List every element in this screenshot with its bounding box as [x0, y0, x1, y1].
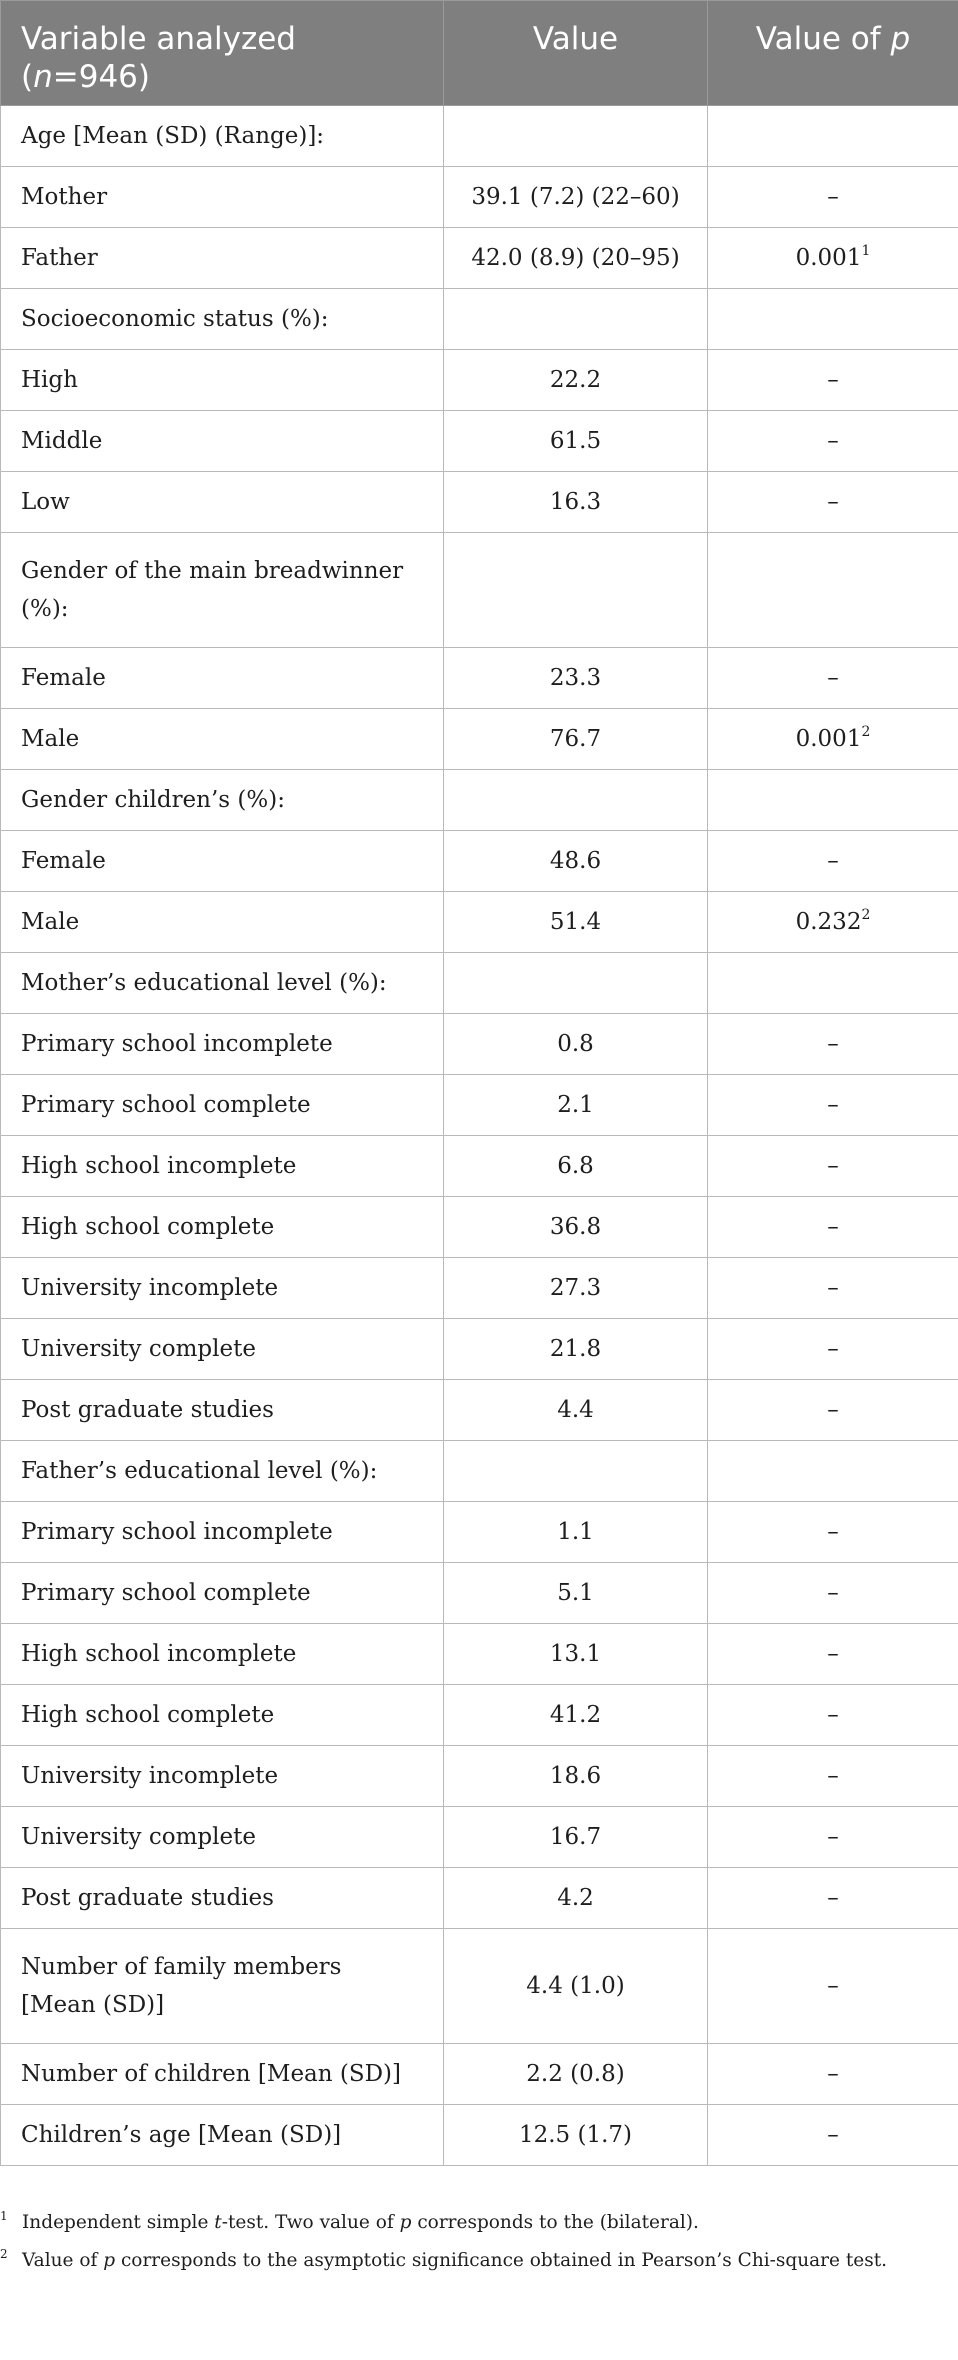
- cell-p-value: [708, 648, 958, 709]
- table-row: [1, 1441, 958, 1502]
- table-row: [1, 1014, 958, 1075]
- p-value-text: –: [827, 1031, 839, 1057]
- cell-p-value: [708, 1441, 958, 1502]
- cell-p-value: [708, 1807, 958, 1868]
- cell-variable: University incomplete: [1, 1258, 444, 1319]
- cell-value: 39.1 (7.2) (22–60): [444, 167, 708, 228]
- cell-p-value: [708, 1502, 958, 1563]
- footnote-1: [0, 2208, 958, 2238]
- table-row: [1, 1746, 958, 1807]
- p-value-text: –: [827, 1336, 839, 1362]
- cell-p-value: [708, 106, 958, 167]
- cell-variable: Primary school incomplete: [1, 1502, 444, 1563]
- footnote-marker: 1: [0, 2209, 8, 2223]
- cell-variable: Male: [1, 709, 444, 770]
- cell-value: 5.1: [444, 1563, 708, 1624]
- table-row: [1, 1136, 958, 1197]
- p-value-text: –: [827, 1641, 839, 1667]
- cell-p-value: [708, 1746, 958, 1807]
- cell-variable: University incomplete: [1, 1746, 444, 1807]
- cell-value: [444, 770, 708, 831]
- cell-value: 6.8: [444, 1136, 708, 1197]
- cell-p-value: [708, 709, 958, 770]
- p-value-text: 0.001: [795, 245, 862, 271]
- cell-variable: Gender of the main breadwinner (%):: [1, 533, 444, 648]
- footnote-reference: 2: [861, 724, 871, 741]
- cell-p-value: [708, 1929, 958, 2044]
- table-row: [1, 1319, 958, 1380]
- p-value-text: –: [827, 1092, 839, 1118]
- cell-variable: High school incomplete: [1, 1136, 444, 1197]
- cell-variable: Number of children [Mean (SD)]: [1, 2044, 444, 2105]
- p-value-text: –: [827, 848, 839, 874]
- cell-value: 21.8: [444, 1319, 708, 1380]
- cell-value: 41.2: [444, 1685, 708, 1746]
- cell-p-value: [708, 2105, 958, 2166]
- cell-variable: Female: [1, 648, 444, 709]
- cell-value: 51.4: [444, 892, 708, 953]
- p-value-text: –: [827, 1973, 839, 1999]
- table-row: [1, 533, 958, 648]
- cell-variable: Middle: [1, 411, 444, 472]
- cell-variable: Primary school complete: [1, 1075, 444, 1136]
- cell-value: 18.6: [444, 1746, 708, 1807]
- footnote-italic-symbol: p: [103, 2250, 116, 2271]
- footnote-text: Value of: [22, 2250, 104, 2271]
- cell-variable: High school complete: [1, 1197, 444, 1258]
- table-row: [1, 1868, 958, 1929]
- cell-p-value: [708, 1380, 958, 1441]
- cell-p-value: [708, 1868, 958, 1929]
- table-row: [1, 289, 958, 350]
- cell-variable: High school incomplete: [1, 1624, 444, 1685]
- cell-value: 76.7: [444, 709, 708, 770]
- footnote-text: corresponds to the asymptotic significance obtained in Pearson’s Chi-square test.: [115, 2250, 888, 2271]
- header-n-value: =946): [52, 59, 151, 95]
- cell-value: 23.3: [444, 648, 708, 709]
- footnote-2: [0, 2246, 958, 2276]
- cell-variable: Age [Mean (SD) (Range)]:: [1, 106, 444, 167]
- table-row: [1, 1197, 958, 1258]
- table-row: [1, 167, 958, 228]
- cell-variable: Post graduate studies: [1, 1868, 444, 1929]
- cell-variable: Socioeconomic status (%):: [1, 289, 444, 350]
- cell-p-value: [708, 289, 958, 350]
- header-variable-text: Variable analyzed (: [21, 21, 296, 95]
- p-value-text: –: [827, 665, 839, 691]
- table-row: [1, 1502, 958, 1563]
- p-value-text: –: [827, 1214, 839, 1240]
- cell-p-value: [708, 1319, 958, 1380]
- table-body: [1, 106, 958, 2166]
- table-row: [1, 1685, 958, 1746]
- cell-value: 16.7: [444, 1807, 708, 1868]
- table-row: [1, 1258, 958, 1319]
- p-value-text: –: [827, 2061, 839, 2087]
- cell-p-value: [708, 533, 958, 648]
- cell-value: 16.3: [444, 472, 708, 533]
- table-row: [1, 2105, 958, 2166]
- cell-p-value: [708, 167, 958, 228]
- p-value-text: –: [827, 1275, 839, 1301]
- cell-value: 36.8: [444, 1197, 708, 1258]
- cell-variable: Father’s educational level (%):: [1, 1441, 444, 1502]
- p-value-text: –: [827, 2122, 839, 2148]
- footnote-text: Independent simple: [22, 2212, 215, 2233]
- cell-variable: Primary school incomplete: [1, 1014, 444, 1075]
- cell-variable: Mother: [1, 167, 444, 228]
- p-value-text: –: [827, 1885, 839, 1911]
- table-row: [1, 1075, 958, 1136]
- header-p-symbol: p: [890, 21, 911, 57]
- table-footnotes: [0, 2208, 958, 2284]
- cell-p-value: [708, 1563, 958, 1624]
- p-value-text: –: [827, 1763, 839, 1789]
- table-row: [1, 831, 958, 892]
- cell-p-value: [708, 1197, 958, 1258]
- p-value-text: –: [827, 1580, 839, 1606]
- cell-variable: High school complete: [1, 1685, 444, 1746]
- p-value-text: –: [827, 1702, 839, 1728]
- cell-variable: Primary school complete: [1, 1563, 444, 1624]
- cell-p-value: [708, 1685, 958, 1746]
- cell-p-value: [708, 472, 958, 533]
- table-row: [1, 350, 958, 411]
- table-row: [1, 770, 958, 831]
- cell-value: 0.8: [444, 1014, 708, 1075]
- table-row: [1, 228, 958, 289]
- cell-value: [444, 289, 708, 350]
- cell-p-value: [708, 350, 958, 411]
- header-n-symbol: n: [33, 59, 53, 95]
- cell-value: [444, 953, 708, 1014]
- cell-p-value: [708, 953, 958, 1014]
- table-row: [1, 1807, 958, 1868]
- header-p-text: Value of: [755, 21, 891, 57]
- cell-p-value: [708, 770, 958, 831]
- table-row: [1, 709, 958, 770]
- footnote-reference: 2: [861, 907, 871, 924]
- cell-value: 2.2 (0.8): [444, 2044, 708, 2105]
- p-value-text: –: [827, 1153, 839, 1179]
- table-row: [1, 1563, 958, 1624]
- cell-variable: Father: [1, 228, 444, 289]
- cell-variable: Low: [1, 472, 444, 533]
- table-row: [1, 2044, 958, 2105]
- cell-variable: Children’s age [Mean (SD)]: [1, 2105, 444, 2166]
- cell-value: 4.4 (1.0): [444, 1929, 708, 2044]
- p-value-text: –: [827, 428, 839, 454]
- cell-value: 42.0 (8.9) (20–95): [444, 228, 708, 289]
- footnote-marker: 2: [0, 2247, 8, 2261]
- cell-p-value: [708, 411, 958, 472]
- cell-p-value: [708, 1624, 958, 1685]
- footnote-text: -test. Two value of: [221, 2212, 400, 2233]
- cell-p-value: [708, 1136, 958, 1197]
- p-value-text: –: [827, 1397, 839, 1423]
- footnote-text: corresponds to the (bilateral).: [411, 2212, 699, 2233]
- table-row: [1, 472, 958, 533]
- cell-variable: Post graduate studies: [1, 1380, 444, 1441]
- cell-p-value: [708, 2044, 958, 2105]
- header-variable-analyzed: [1, 1, 444, 106]
- cell-variable: University complete: [1, 1319, 444, 1380]
- cell-value: [444, 1441, 708, 1502]
- header-p-value: [708, 1, 958, 106]
- cell-value: 48.6: [444, 831, 708, 892]
- cell-variable: Male: [1, 892, 444, 953]
- cell-variable: Gender children’s (%):: [1, 770, 444, 831]
- cell-value: 12.5 (1.7): [444, 2105, 708, 2166]
- cell-value: 4.4: [444, 1380, 708, 1441]
- cell-value: [444, 533, 708, 648]
- table-row: [1, 411, 958, 472]
- cell-value: 61.5: [444, 411, 708, 472]
- header-value: Value: [444, 1, 708, 106]
- p-value-text: –: [827, 184, 839, 210]
- cell-variable: University complete: [1, 1807, 444, 1868]
- table-row: [1, 892, 958, 953]
- cell-value: [444, 106, 708, 167]
- table-row: [1, 953, 958, 1014]
- table-row: [1, 1380, 958, 1441]
- cell-p-value: [708, 1075, 958, 1136]
- p-value-text: 0.001: [795, 726, 862, 752]
- cell-value: 13.1: [444, 1624, 708, 1685]
- footnote-italic-symbol: p: [399, 2212, 412, 2233]
- p-value-text: 0.232: [795, 909, 862, 935]
- footnote-italic-symbol: t: [214, 2212, 222, 2233]
- cell-variable: High: [1, 350, 444, 411]
- cell-p-value: [708, 1014, 958, 1075]
- cell-variable: Female: [1, 831, 444, 892]
- cell-value: 1.1: [444, 1502, 708, 1563]
- table-row: [1, 106, 958, 167]
- footnote-reference: 1: [861, 243, 871, 260]
- table-row: [1, 648, 958, 709]
- table-header: [1, 1, 958, 106]
- cell-p-value: [708, 831, 958, 892]
- p-value-text: –: [827, 1519, 839, 1545]
- p-value-text: –: [827, 489, 839, 515]
- cell-value: 22.2: [444, 350, 708, 411]
- cell-value: 2.1: [444, 1075, 708, 1136]
- cell-value: 4.2: [444, 1868, 708, 1929]
- cell-variable: Number of family members [Mean (SD)]: [1, 1929, 444, 2044]
- table-row: [1, 1929, 958, 2044]
- cell-value: 27.3: [444, 1258, 708, 1319]
- header-row: [1, 1, 958, 106]
- cell-variable: Mother’s educational level (%):: [1, 953, 444, 1014]
- cell-p-value: [708, 1258, 958, 1319]
- table-row: [1, 1624, 958, 1685]
- cell-p-value: [708, 228, 958, 289]
- p-value-text: –: [827, 1824, 839, 1850]
- cell-p-value: [708, 892, 958, 953]
- p-value-text: –: [827, 367, 839, 393]
